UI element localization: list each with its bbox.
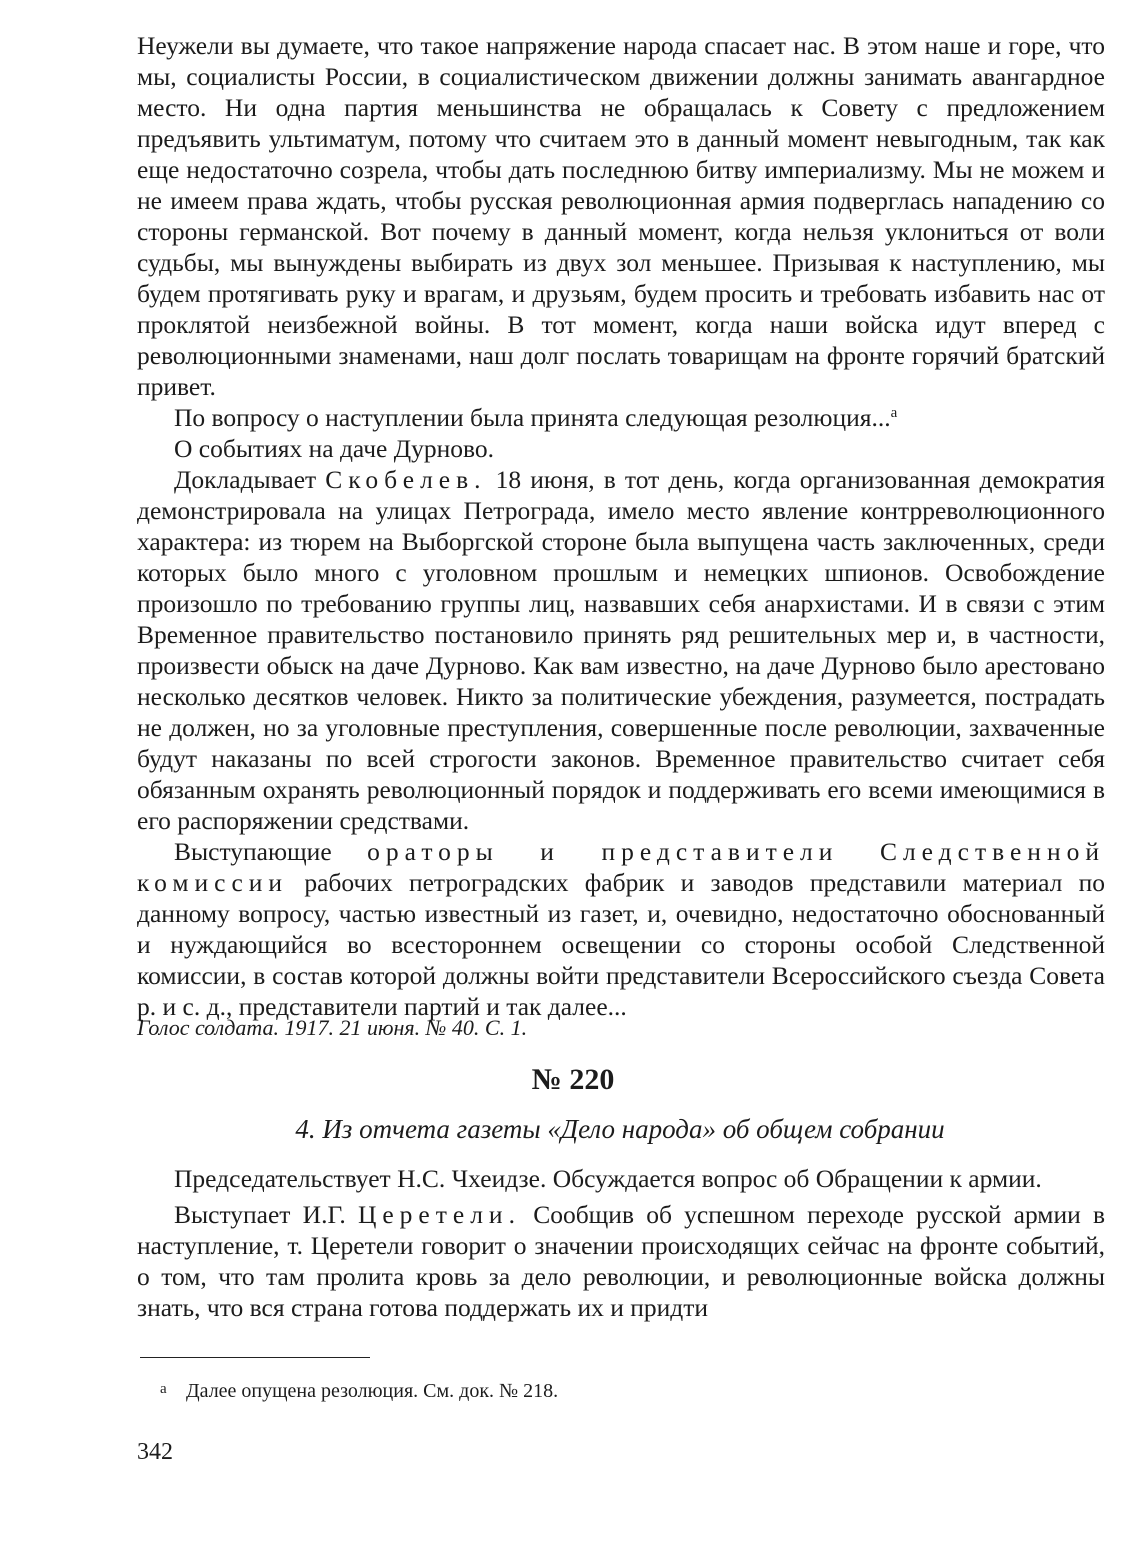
paragraph-resolution	[137, 402, 1105, 433]
footnote-mark: а	[160, 1381, 167, 1397]
paragraph-chairman: Председательствует Н.С. Чхеидзе. Обсуждается вопрос об Обращении к армии.	[174, 1164, 1042, 1193]
report-lead: Докладывает	[174, 465, 317, 494]
footnote-text: Далее опущена резолюция. См. док. № 218.	[186, 1380, 559, 1402]
page-number: 342	[137, 1439, 173, 1465]
paragraph-speech-continuation: Неужели вы думаете, что такое напряжение народа спасает нас. В этом наше и горе, что мы, социалисты России, в социалистическом движении должны занимать авангардное место. Ни одна партия меньшинства не обращалась к Совету с предложением предъявить ультиматум, потому что считаем это в данный момент невыгодным, так как еще недостаточно созрела, чтобы дать последнюю битву империализму. Мы не можем и не имеем права ждать, чтобы русская революционная армия подверглась нападению со стороны германской. Вот почему в данный момент, когда нельзя уклониться от воли судьбы, мы вынуждены выбирать из двух зол меньшее. Призывая к наступлению, мы будем протягивать руку и врагам, и друзьям, будем просить и требовать избавить нас от проклятой неизбежной войны. В тот момент, когда наши войска идут вперед с революционными знаменами, наш долг послать товарищам на фронте горячий братский привет.	[137, 31, 1105, 401]
report-body	[137, 30, 1105, 1022]
document-heading: 4. Из отчета газеты «Дело народа» об общем собрании	[295, 1114, 945, 1144]
paragraph-tsereteli	[137, 1199, 1105, 1323]
tsereteli-lead: Выступает И.Г.	[174, 1200, 346, 1229]
paragraph-speakers	[137, 836, 1105, 1022]
source-citation: Голос солдата. 1917. 21 июня. № 40. С. 1.	[137, 1015, 528, 1040]
footnote-divider	[140, 1357, 370, 1358]
resolution-text: По вопросу о наступлении была принята следующая резолюция...	[174, 403, 891, 432]
footnote-reference: а	[890, 405, 898, 421]
paragraph-topic: О событиях на даче Дурново.	[174, 434, 495, 463]
tsereteli-text: Сообщив об успешном переходе русской армии в наступление, т. Церетели говорит о значении происходящих сейчас на фронте событий, о том, что там пролита кровь за дело революции, и революционные войска должны знать, что вся страна готова поддержать их и придти	[137, 1200, 1106, 1322]
paragraph-skobelev-report	[137, 464, 1105, 836]
document-number: № 220	[531, 1063, 615, 1096]
report-text: 18 июня, в тот день, когда организованная демократия демонстрировала на улицах Петрограда, имело место явление контрреволюционного характера: из тюрем на Выборгской стороне была выпущена часть заключенных, среди которых было много с уголовном прошлым и немецких шпионов. Освобождение произошло по требованию группы лиц, назвавших себя анархистами. И в связи с этим Временное правительство постановило принять ряд решительных мер и, в частности, произвести обыск на даче Дурново. Как вам известно, на даче Дурново было арестовано несколько десятков человек. Никто за политические убеждения, разумеется, пострадать не должен, но за уголовные преступления, совершенные после революции, захваченные будут наказаны по всей строгости законов. Временное правительство считает себя обязанным охранять революционный порядок и поддерживать его всеми имеющимися в его распоряжении средствами.	[137, 465, 1105, 835]
speakers-lead: Выступающие	[174, 837, 332, 866]
speaker-name: Церетели.	[357, 1200, 521, 1229]
footnote	[160, 1376, 558, 1404]
speakers-text: рабочих петроградских фабрик и заводов представили материал по данному вопросу, частью известный из газет, и, очевидно, недостаточно обоснованный и нуждающийся во всестороннем освещении со стороны особой Следственной комиссии, в состав которой должны войти представители Всероссийского съезда Совета р. и с. д., представители партий и так далее...	[137, 868, 1105, 1021]
speaker-name: Скобелев.	[325, 465, 487, 494]
document-220-body	[137, 1163, 1105, 1328]
speakers-spaced: ораторы и представители Следственной комиссии	[137, 837, 1106, 897]
